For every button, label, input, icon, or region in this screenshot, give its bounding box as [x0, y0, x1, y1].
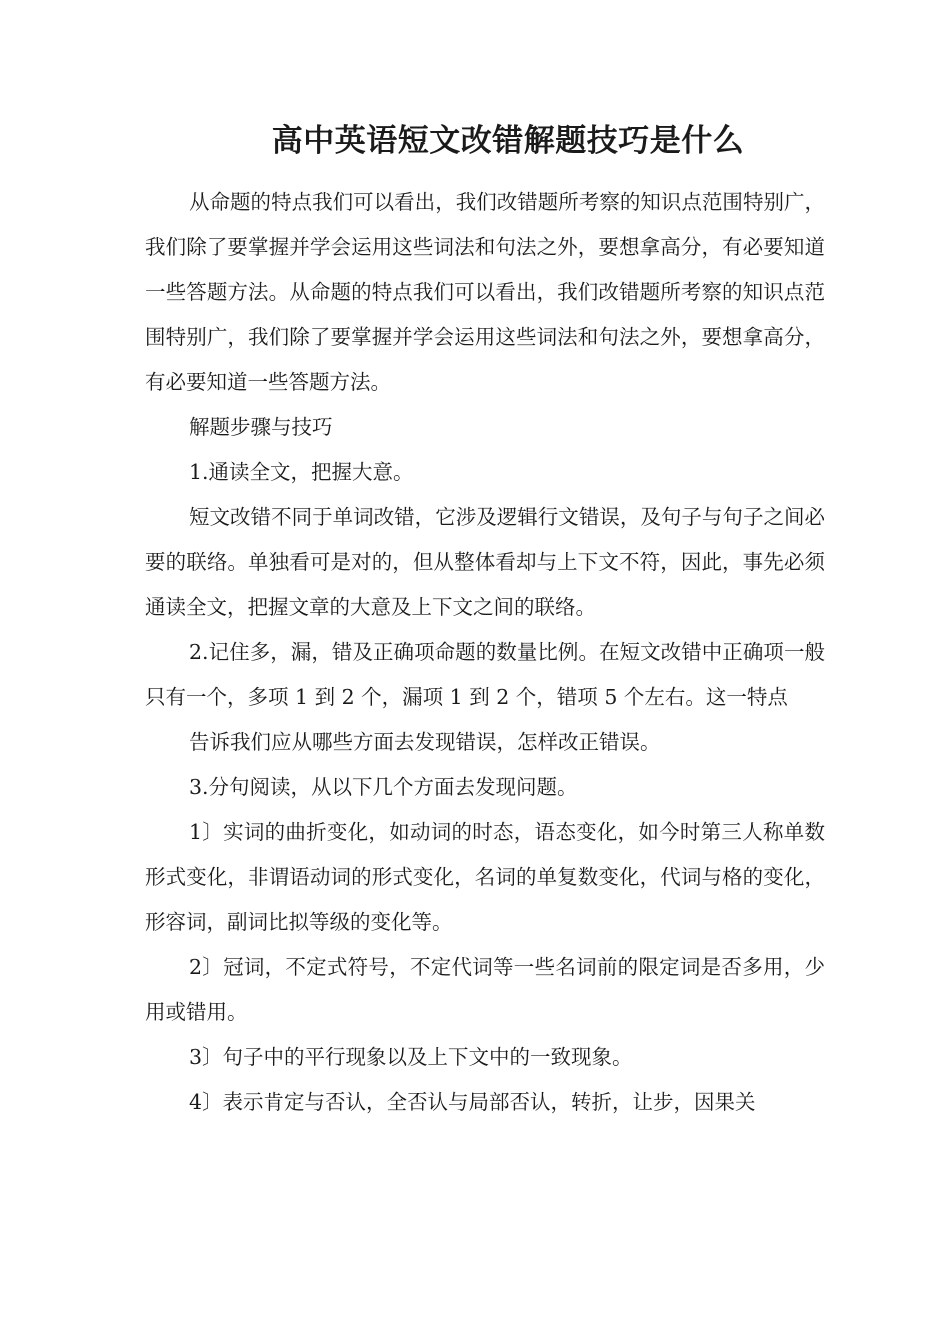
paragraph-point-1: 1〕实词的曲折变化，如动词的时态，语态变化，如今时第三人称单数形式变化，非谓语动词的形式变化，名词的单复数变化，代词与格的变化，形容词，副词比拟等级的变化等。 — [145, 820, 825, 934]
paragraph-intro: 从命题的特点我们可以看出，我们改错题所考察的知识点范围特别广，我们除了要掌握并学会运用这些词法和句法之外，要想拿高分，有必要知道一些答题方法。从命题的特点我们可以看出，我们改错题所考察的知识点范围特别广，我们除了要掌握并学会运用这些词法和句法之外，要想拿高分，有必要知道一些答题方法。 — [145, 190, 825, 394]
paragraph-point-3: 3〕句子中的平行现象以及上下文中的一致现象。 — [189, 1045, 633, 1069]
document-title: 高中英语短文改错解题技巧是什么 — [271, 123, 745, 159]
paragraph-step-2: 2.记住多，漏，错及正确项命题的数量比例。在短文改错中正确项一般只有一个，多项 1 到 2 个，漏项 1 到 2 个，错项 5 个左右。这一特点 — [145, 640, 825, 709]
paragraph-step-2-detail: 告诉我们应从哪些方面去发现错误，怎样改正错误。 — [189, 730, 661, 754]
paragraph-point-2: 2〕冠词，不定式符号，不定代词等一些名词前的限定词是否多用，少用或错用。 — [145, 955, 825, 1024]
paragraph-point-4: 4〕表示肯定与否认，全否认与局部否认，转折，让步，因果关 — [189, 1090, 756, 1114]
paragraph-step-1: 1.通读全文，把握大意。 — [189, 460, 414, 484]
paragraph-heading-steps: 解题步骤与技巧 — [189, 415, 333, 439]
paragraph-step-3: 3.分句阅读，从以下几个方面去发现问题。 — [189, 775, 578, 799]
document-body — [145, 180, 825, 1125]
paragraph-step-1-detail: 短文改错不同于单词改错，它涉及逻辑行文错误，及句子与句子之间必要的联络。单独看可是对的，但从整体看却与上下文不符，因此，事先必须通读全文，把握文章的大意及上下文之间的联络。 — [145, 505, 825, 619]
